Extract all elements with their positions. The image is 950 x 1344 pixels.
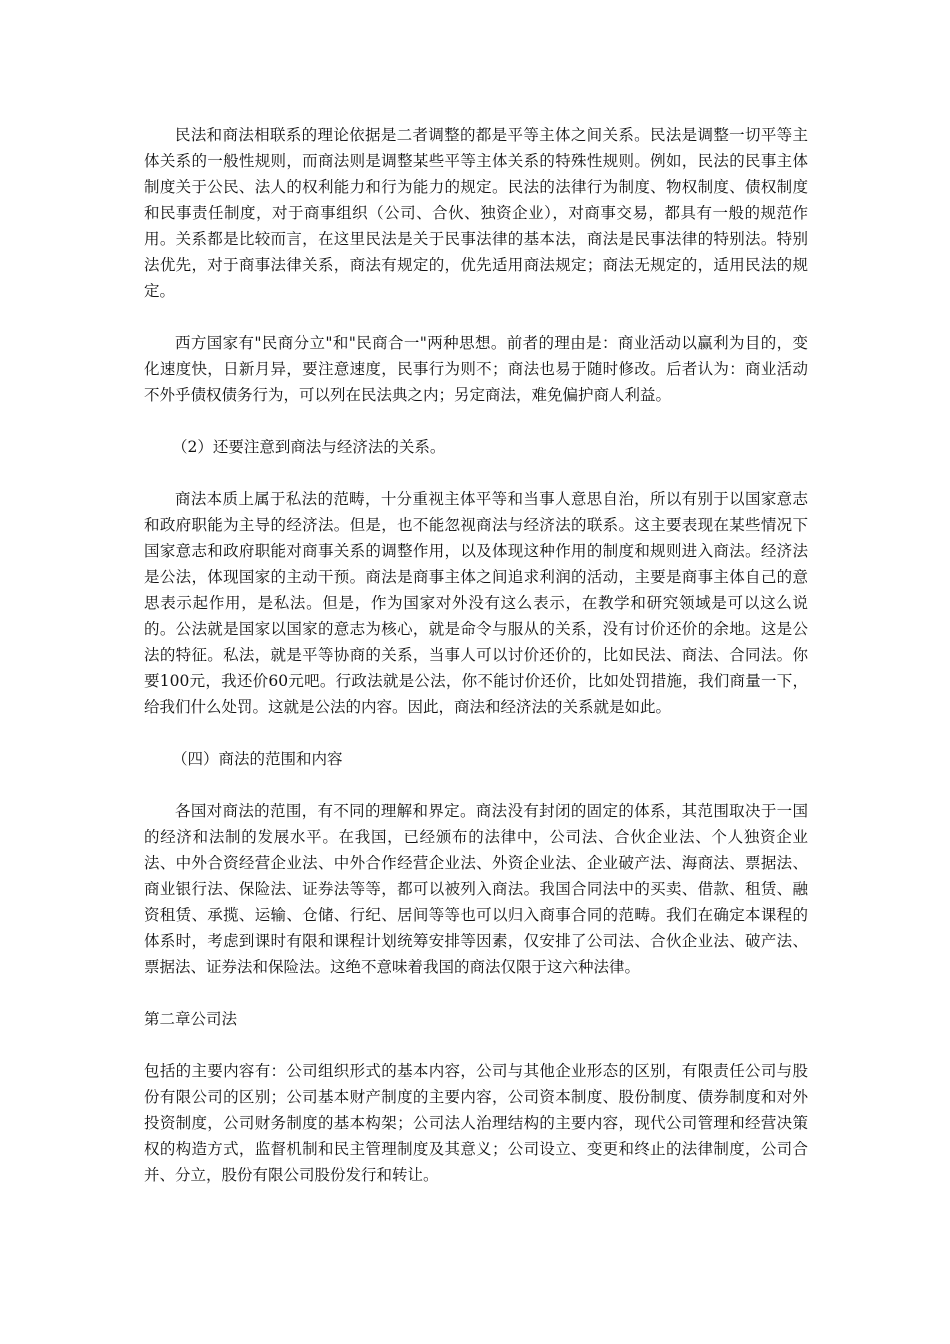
paragraph-civil-commercial-relation: 民法和商法相联系的理论依据是二者调整的都是平等主体之间关系。民法是调整一切平等主体关系的一般性规则，而商法则是调整某些平等主体关系的特殊性规则。例如，民法的民事主体制度关于公民、法人的权利能力和行为能力的规定。民法的法律行为制度、物权制度、债权制度和民事责任制度，对于商事组织（公司、合伙、独资企业），对商事交易，都具有一般的规范作用。关系都是比较而言，在这里民法是关于民事法律的基本法，商法是民事法律的特别法。特别法优先，对于商事法律关系，商法有规定的，优先适用商法规定；商法无规定的，适用民法的规定。 (144, 126, 808, 300)
paragraph-gap (144, 720, 808, 746)
subheading-economic-law: （2）还要注意到商法与经济法的关系。 (172, 438, 446, 456)
paragraph-gap (144, 408, 808, 434)
paragraph-gap (144, 980, 808, 1006)
chapter-title: 第二章公司法 (144, 1010, 238, 1028)
paragraph-gap (144, 772, 808, 798)
paragraph-western-views: 西方国家有"民商分立"和"民商合一"两种思想。前者的理由是：商业活动以赢利为目的，变化速度快，日新月异，要注意速度，民事行为则不；商法也易于随时修改。后者认为：商业活动不外乎债权债务行为，可以列在民法典之内；另定商法，难免偏护商人利益。 (144, 334, 808, 404)
document-body (144, 122, 808, 1188)
paragraph-scope-of-commercial-law: 各国对商法的范围，有不同的理解和界定。商法没有封闭的固定的体系，其范围取决于一国的经济和法制的发展水平。在我国，已经颁布的法律中，公司法、合伙企业法、个人独资企业法、中外合资经营企业法、中外合作经营企业法、外资企业法、企业破产法、海商法、票据法、商业银行法、保险法、证券法等等，都可以被列入商法。我国合同法中的买卖、借款、租赁、融资租赁、承揽、运输、仓储、行纪、居间等等也可以归入商事合同的范畴。我们在确定本课程的体系时，考虑到课时有限和课程计划统筹安排等因素，仅安排了公司法、合伙企业法、破产法、票据法、证券法和保险法。这绝不意味着我国的商法仅限于这六种法律。 (144, 802, 808, 976)
paragraph-gap (144, 1032, 808, 1058)
paragraph-gap (144, 460, 808, 486)
paragraph-private-public-law: 商法本质上属于私法的范畴，十分重视主体平等和当事人意思自治，所以有别于以国家意志和政府职能为主导的经济法。但是，也不能忽视商法与经济法的联系。这主要表现在某些情况下国家意志和政府职能对商事关系的调整作用，以及体现这种作用的制度和规则进入商法。经济法是公法，体现国家的主动干预。商法是商事主体之间追求利润的活动，主要是商事主体自己的意思表示起作用，是私法。但是，作为国家对外没有这么表示，在教学和研究领域是可以这么说的。公法就是国家以国家的意志为核心，就是命令与服从的关系，没有讨价还价的余地。这是公法的特征。私法，就是平等协商的关系，当事人可以讨价还价的，比如民法、商法、合同法。你要100元，我还价60元吧。行政法就是公法，你不能讨价还价，比如处罚措施，我们商量一下，给我们什么处罚。这就是公法的内容。因此，商法和经济法的关系就是如此。 (144, 490, 808, 716)
paragraph-company-law-content: 包括的主要内容有：公司组织形式的基本内容，公司与其他企业形态的区别，有限责任公司与股份有限公司的区别；公司基本财产制度的主要内容，公司资本制度、股份制度、债券制度和对外投资制度，公司财务制度的基本构架；公司法人治理结构的主要内容，现代公司管理和经营决策权的构造方式，监督机制和民主管理制度及其意义；公司设立、变更和终止的法律制度，公司合并、分立，股份有限公司股份发行和转让。 (144, 1062, 808, 1184)
paragraph-gap (144, 304, 808, 330)
subheading-scope-content: （四）商法的范围和内容 (172, 750, 343, 768)
